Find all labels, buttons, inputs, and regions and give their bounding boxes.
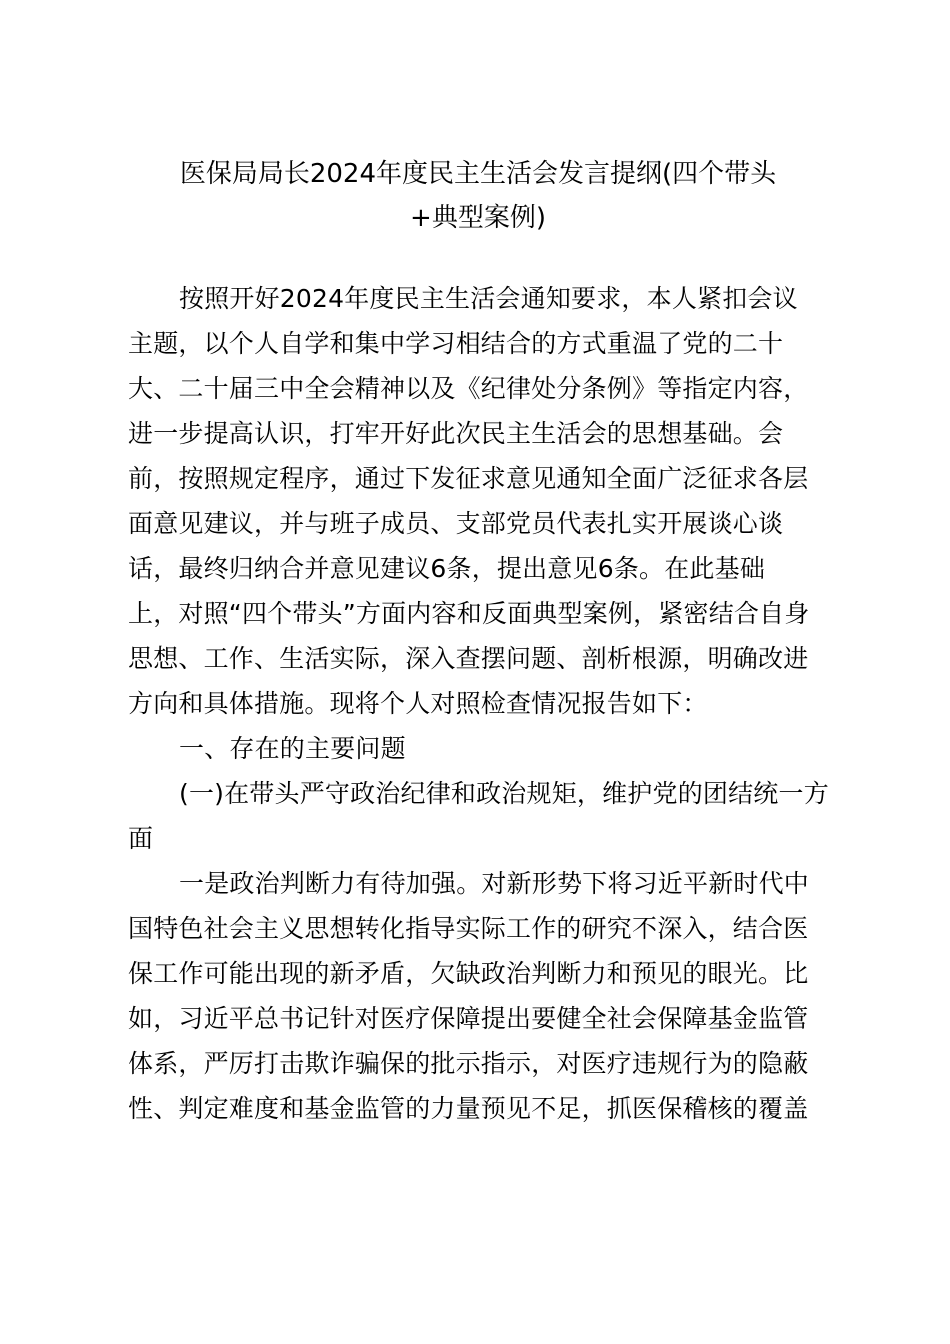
paragraph-line: 性、判定难度和基金监管的力量预见不足，抓医保稽核的覆盖: [128, 1094, 809, 1123]
paragraph-line: 大、二十届三中全会精神以及《纪律处分条例》等指定内容，: [128, 374, 809, 403]
section-heading: 一、存在的主要问题: [179, 734, 406, 763]
paragraph-line: 前，按照规定程序，通过下发征求意见通知全面广泛征求各层: [128, 464, 809, 493]
paragraph-line: 面意见建议，并与班子成员、支部党员代表扎实开展谈心谈: [128, 509, 784, 538]
title-line: 医保局局长2024年度民主生活会发言提纲(四个带头: [179, 159, 777, 189]
paragraph-line: 按照开好2024年度民主生活会通知要求，本人紧扣会议: [179, 284, 798, 313]
paragraph-line: 主题，以个人自学和集中学习相结合的方式重温了党的二十: [128, 329, 784, 358]
document-title: [128, 152, 828, 240]
paragraph-line: 进一步提高认识，打牢开好此次民主生活会的思想基础。会: [128, 419, 784, 448]
paragraph-line: 话，最终归纳合并意见建议6条，提出意见6条。在此基础: [128, 554, 766, 583]
subsection-heading: (一)在带头严守政治纪律和政治规矩，维护党的团结统一方: [179, 779, 829, 808]
title-line: +典型案例): [410, 203, 546, 233]
document-body: [128, 276, 828, 1131]
paragraph-line: 思想、工作、生活实际，深入查摆问题、剖析根源，明确改进: [128, 644, 809, 673]
paragraph-line: 保工作可能出现的新矛盾，欠缺政治判断力和预见的眼光。比: [128, 959, 809, 988]
paragraph-line: 方向和具体措施。现将个人对照检查情况报告如下：: [128, 689, 708, 718]
paragraph-line: 一是政治判断力有待加强。对新形势下将习近平新时代中: [179, 869, 810, 898]
subsection-heading: 面: [128, 824, 154, 853]
paragraph-line: 体系，严厉打击欺诈骗保的批示指示，对医疗违规行为的隐蔽: [128, 1049, 809, 1078]
paragraph-line: 国特色社会主义思想转化指导实际工作的研究不深入，结合医: [128, 914, 809, 943]
paragraph-line: 上，对照“四个带头”方面内容和反面典型案例，紧密结合自身: [128, 599, 810, 628]
paragraph-line: 如，习近平总书记针对医疗保障提出要健全社会保障基金监管: [128, 1004, 809, 1033]
